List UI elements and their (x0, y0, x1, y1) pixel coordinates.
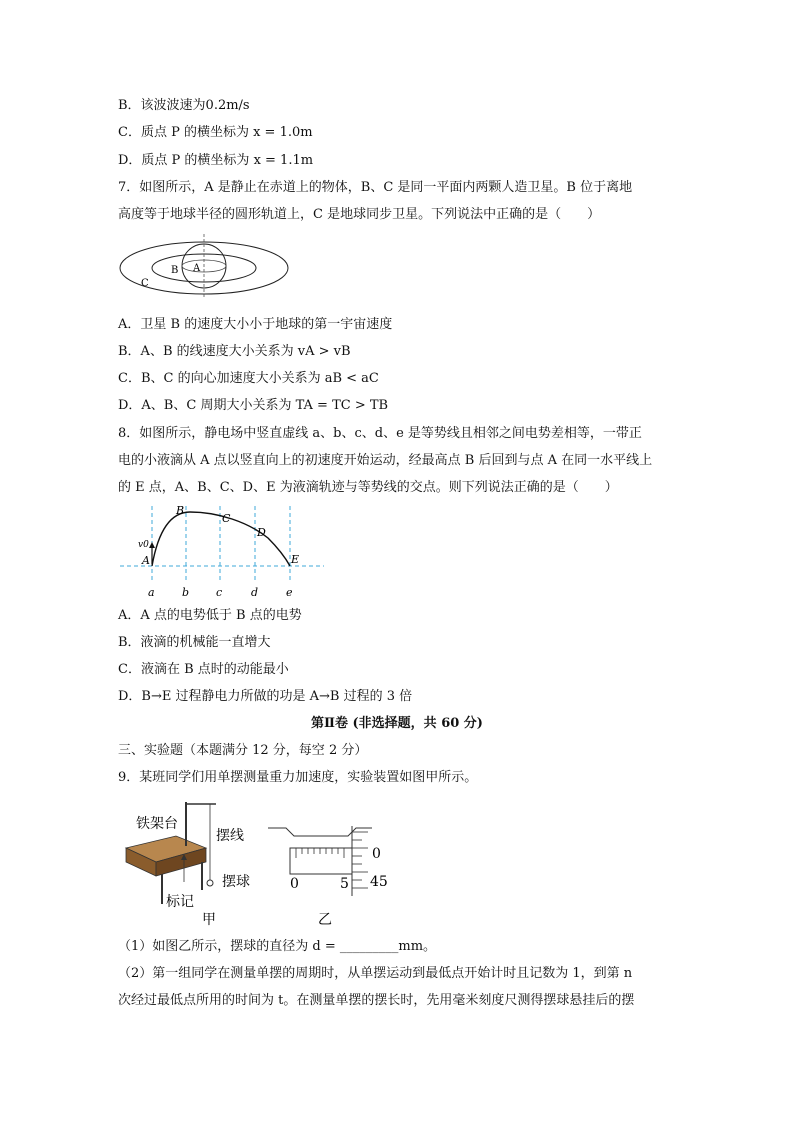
part-two-heading: 第Ⅱ卷 (非选择题，共 60 分) (311, 716, 483, 731)
q9-part1: （1）如图乙所示，摆球的直径为 d = _________mm。 (118, 939, 437, 954)
label-v0: v0 (138, 540, 149, 550)
label-point-a: A (142, 554, 150, 567)
label-c: C (141, 278, 149, 289)
pendulum-ball (207, 880, 213, 886)
label-mark: 标记 (166, 894, 194, 910)
thimble-label-0: 0 (372, 846, 381, 862)
label-line-c: c (216, 586, 223, 599)
q8-option-b: B．液滴的机械能一直增大 (118, 635, 271, 650)
label-line-d: d (251, 586, 259, 599)
label-point-d: D (257, 526, 266, 539)
orbit-b (152, 254, 256, 282)
section-three-heading: 三、实验题（本题满分 12 分，每空 2 分） (118, 743, 368, 758)
trajectory (152, 512, 290, 566)
label-string: 摆线 (216, 828, 244, 844)
q8-option-a: A．A 点的电势低于 B 点的电势 (118, 608, 302, 623)
thimble-label-45: 45 (370, 874, 388, 890)
q8-option-c: C．液滴在 B 点时的动能最小 (118, 662, 289, 677)
q6-option-d: D．质点 P 的横坐标为 x = 1.1m (118, 153, 314, 168)
q7-stem-line2: 高度等于地球半径的圆形轨道上，C 是地球同步卫星。下列说法中正确的是（ ） (118, 207, 601, 222)
label-stand: 铁架台 (136, 816, 178, 832)
q8-option-d: D．B→E 过程静电力所做的功是 A→B 过程的 3 倍 (118, 689, 413, 704)
q9-figure (118, 796, 418, 928)
label-ball: 摆球 (222, 874, 250, 890)
q7-option-b: B．A、B 的线速度大小关系为 vA > vB (118, 344, 351, 359)
scale-label-0: 0 (290, 876, 299, 892)
apparatus-jia (126, 802, 250, 928)
label-jia: 甲 (202, 912, 216, 928)
q8-stem-line1: 8．如图所示，静电场中竖直虚线 a、b、c、d、e 是等势线且相邻之间电势差相等，一带正 (118, 426, 642, 441)
q6-option-b: B．该波波速为0.2m/s (118, 98, 250, 113)
q7-option-a: A．卫星 B 的速度大小小于地球的第一宇宙速度 (118, 317, 393, 332)
label-yi: 乙 (318, 912, 332, 928)
v0-arrowhead (149, 542, 155, 548)
label-line-e: e (286, 586, 293, 599)
caliper-yi (268, 826, 388, 928)
q8-stem-line2: 电的小液滴从 A 点以竖直向上的初速度开始运动，经最高点 B 后回到与点 A 在同一水平线上 (118, 453, 653, 468)
q9-part2-line1: （2）第一组同学在测量单摆的周期时，从单摆运动到最低点开始计时且记数为 1，到第 n (118, 966, 633, 981)
q7-option-d: D．A、B、C 周期大小关系为 TA = TC > TB (118, 398, 389, 413)
q7-stem-line1: 7．如图所示，A 是静止在赤道上的物体，B、C 是同一平面内两颗人造卫星。B 位于离地 (118, 180, 633, 195)
q7-orbit-figure (118, 228, 293, 300)
label-line-a: a (148, 586, 155, 599)
label-line-b: b (182, 586, 190, 599)
scale-label-5: 5 (340, 876, 349, 892)
q7-option-c: C．B、C 的向心加速度大小关系为 aB < aC (118, 371, 379, 386)
caliper-scale (290, 848, 352, 874)
q8-stem-line3: 的 E 点，A、B、C、D、E 为液滴轨迹与等势线的交点。则下列说法正确的是（ ） (118, 480, 618, 495)
q6-option-c: C．质点 P 的横坐标为 x = 1.0m (118, 125, 313, 140)
q9-stem: 9．某班同学们用单摆测量重力加速度，实验装置如图甲所示。 (118, 770, 478, 785)
label-point-c: C (222, 512, 231, 525)
q9-part2-line2: 次经过最低点所用的时间为 t。在测量单摆的摆长时，先用毫米刻度尺测得摆球悬挂后的摆 (118, 993, 635, 1008)
label-point-e: E (291, 553, 300, 566)
label-a: A (193, 263, 201, 274)
label-b: B (171, 265, 179, 276)
q8-field-figure (118, 502, 333, 602)
label-point-b: B (176, 504, 185, 517)
